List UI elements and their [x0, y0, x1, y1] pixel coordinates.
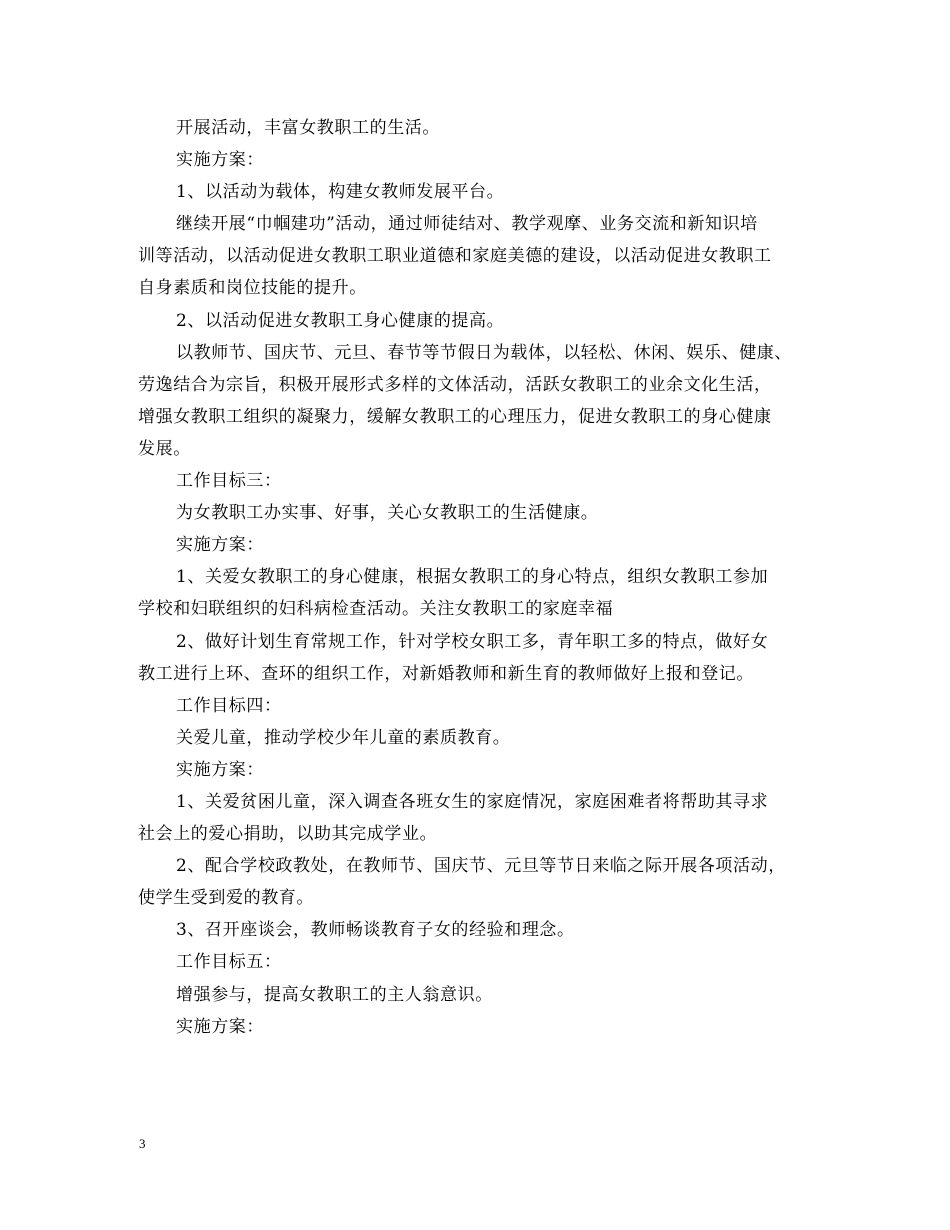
document-body [138, 112, 818, 1043]
text-line: 增强参与，提高女教职工的主人翁意识。 [176, 984, 493, 1005]
text-line: 学校和妇联组织的妇科病检查活动。关注女教职工的家庭幸福 [138, 599, 614, 620]
text-line: 关爱儿童，推动学校少年儿童的素质教育。 [176, 727, 511, 748]
text-line: 训等活动，以活动促进女教职工职业道德和家庭美德的建设，以活动促进女教职工 [138, 246, 772, 267]
text-line: 1、关爱贫困儿童，深入调查各班女生的家庭情况，家庭困难者将帮助其寻求 [176, 791, 769, 812]
text-line: 开展活动，丰富女教职工的生活。 [176, 118, 440, 138]
text-line: 增强女教职工组织的凝聚力，缓解女教职工的心理压力，促进女教职工的身心健康 [138, 406, 772, 427]
text-line: 劳逸结合为宗旨，积极开展形式多样的文体活动，活跃女教职工的业余文化生活， [138, 374, 772, 395]
text-line: 1、关爱女教职工的身心健康，根据女教职工的身心特点，组织女教职工参加 [176, 567, 769, 588]
text-line: 继续开展“巾帼建功”活动，通过师徒结对、教学观摩、业务交流和新知识培 [176, 214, 758, 235]
text-line: 教工进行上环、查环的组织工作，对新婚教师和新生育的教师做好上报和登记。 [138, 663, 754, 684]
page-number: 3 [139, 1136, 146, 1151]
text-line: 2、做好计划生育常规工作，针对学校女职工多，青年职工多的特点，做好女 [176, 631, 769, 652]
text-line: 社会上的爱心捐助，以助其完成学业。 [138, 824, 438, 845]
text-line: 以教师节、国庆节、元旦、春节等节假日为载体，以轻松、休闲、娱乐、健康、 [176, 342, 792, 363]
text-line: 实施方案： [176, 1016, 264, 1037]
text-line: 为女教职工办实事、好事，关心女教职工的生活健康。 [176, 503, 599, 524]
text-line: 工作目标四： [176, 695, 282, 716]
text-line: 2、以活动促进女教职工身心健康的提高。 [176, 310, 505, 331]
text-line: 实施方案： [176, 759, 264, 780]
text-line: 1、以活动为载体，构建女教师发展平台。 [176, 182, 505, 203]
text-line: 工作目标五： [176, 952, 282, 973]
text-line: 3、召开座谈会，教师畅谈教育子女的经验和理念。 [176, 920, 575, 941]
text-line: 实施方案： [176, 535, 264, 556]
text-line: 使学生受到爱的教育。 [138, 888, 314, 909]
text-line: 实施方案： [176, 150, 264, 171]
text-line: 自身素质和岗位技能的提升。 [138, 278, 367, 299]
text-line: 发展。 [138, 438, 191, 459]
text-line: 工作目标三： [176, 471, 282, 492]
text-line: 2、配合学校政教处，在教师节、国庆节、元旦等节日来临之际开展各项活动， [176, 856, 786, 877]
